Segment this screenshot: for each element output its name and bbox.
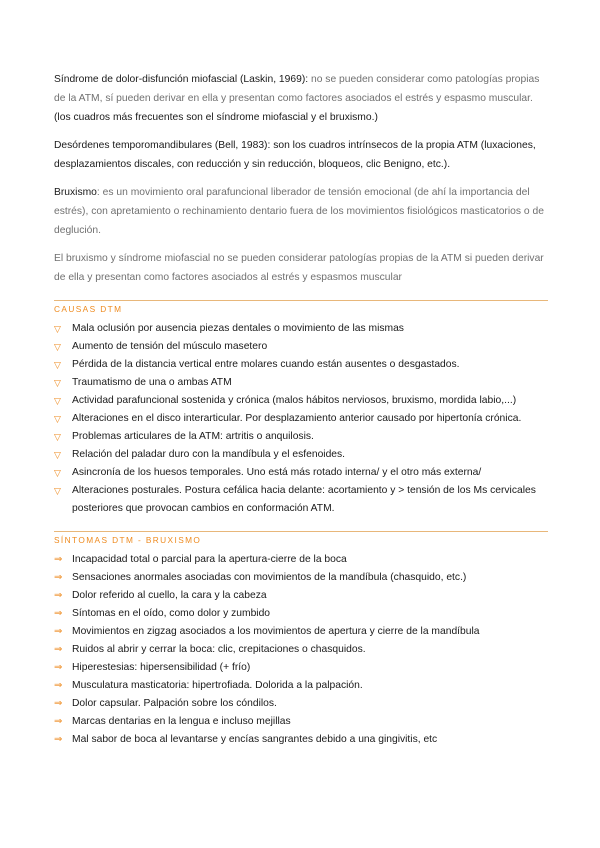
- section-divider: [54, 531, 548, 532]
- list-item: [54, 410, 548, 428]
- paragraph-bell: [54, 136, 548, 174]
- double-arrow-right-icon: ⇒: [54, 698, 63, 709]
- list-item: [54, 731, 548, 749]
- list-item: [54, 446, 548, 464]
- list-item: [54, 659, 548, 677]
- list-item: [54, 623, 548, 641]
- term-bell: Desórdenes temporomandibulares (Bell, 1983):: [54, 140, 271, 151]
- list-item: [54, 587, 548, 605]
- list-item-text: Dolor capsular. Palpación sobre los cóndilos.: [72, 698, 277, 709]
- double-arrow-right-icon: ⇒: [54, 662, 63, 673]
- list-item-text: Mala oclusión por ausencia piezas dentales o movimiento de las mismas: [72, 323, 404, 334]
- double-arrow-right-icon: ⇒: [54, 572, 63, 583]
- list-item: [54, 338, 548, 356]
- list-item: [54, 605, 548, 623]
- paragraph-laskin: [54, 70, 548, 127]
- triangle-down-outline-icon: ▽: [54, 396, 61, 406]
- triangle-down-outline-icon: ▽: [54, 468, 61, 478]
- text-laskin: no se pueden considerar como patologías propias de la ATM, sí pueden derivar en ella y presentan como factores asociados el estrés y espasmo muscular.: [54, 74, 540, 104]
- triangle-down-outline-icon: ▽: [54, 378, 61, 388]
- triangle-down-outline-icon: ▽: [54, 360, 61, 370]
- section-title-causas: CAUSAS DTM: [54, 304, 123, 314]
- section-divider: [54, 300, 548, 301]
- list-item: [54, 356, 548, 374]
- list-item-text: Síntomas en el oído, como dolor y zumbido: [72, 608, 271, 619]
- list-item-text: Incapacidad total o parcial para la apertura-cierre de la boca: [72, 554, 347, 565]
- list-item: [54, 464, 548, 482]
- list-item: [54, 551, 548, 569]
- list-item-text: Aumento de tensión del músculo masetero: [72, 341, 268, 352]
- triangle-down-outline-icon: ▽: [54, 450, 61, 460]
- list-item-text: Asincronía de los huesos temporales. Uno está más rotado interna/ y el otro más externa/: [72, 467, 482, 478]
- list-item: [54, 428, 548, 446]
- list-item-text: Relación del paladar duro con la mandíbula y el esfenoides.: [72, 449, 346, 460]
- paragraph-summary: El bruxismo y síndrome miofascial no se pueden considerar patologías propias de la ATM si pueden derivar de ella y presentan como factores asociados al estrés y espasmos muscular: [54, 253, 544, 283]
- term-bruxismo: Bruxismo: [54, 187, 97, 198]
- list-item: [54, 482, 548, 518]
- list-item: [54, 392, 548, 410]
- list-item-text: Dolor referido al cuello, la cara y la cabeza: [72, 590, 267, 601]
- list-item-text: Ruidos al abrir y cerrar la boca: clic, crepitaciones o chasquidos.: [72, 644, 366, 655]
- list-item: [54, 320, 548, 338]
- list-item-text: Alteraciones posturales. Postura cefálica hacia delante: acortamiento y > tensión de los Ms cervicales posteriores que provocan cambios en conformación ATM.: [72, 485, 536, 514]
- list-item: [54, 641, 548, 659]
- double-arrow-right-icon: ⇒: [54, 680, 63, 691]
- causas-list: [54, 320, 548, 518]
- list-item: [54, 695, 548, 713]
- double-arrow-right-icon: ⇒: [54, 716, 63, 727]
- list-item: [54, 677, 548, 695]
- double-arrow-right-icon: ⇒: [54, 590, 63, 601]
- list-item-text: Traumatismo de una o ambas ATM: [72, 377, 232, 388]
- list-item: [54, 374, 548, 392]
- paragraph-bruxismo: [54, 183, 548, 240]
- triangle-down-outline-icon: ▽: [54, 414, 61, 424]
- list-item-text: Problemas articulares de la ATM: artritis o anquilosis.: [72, 431, 314, 442]
- list-item-text: Actividad parafuncional sostenida y crónica (malos hábitos nerviosos, bruxismo, mordida labio,...): [72, 395, 517, 406]
- list-item-text: Movimientos en zigzag asociados a los movimientos de apertura y cierre de la mandíbula: [72, 626, 480, 637]
- list-item-text: Marcas dentarias en la lengua e incluso mejillas: [72, 716, 291, 727]
- triangle-down-outline-icon: ▽: [54, 432, 61, 442]
- list-item-text: Mal sabor de boca al levantarse y encías sangrantes debido a una gingivitis, etc: [72, 734, 438, 745]
- list-item-text: Hiperestesias: hipersensibilidad (+ frío): [72, 662, 251, 673]
- content: [54, 70, 548, 749]
- list-item: [54, 569, 548, 587]
- list-item-text: Alteraciones en el disco interarticular. Por desplazamiento anterior causado por hipertonía crónica.: [72, 413, 522, 424]
- triangle-down-outline-icon: ▽: [54, 324, 61, 334]
- list-item-text: Musculatura masticatoria: hipertrofiada. Dolorida a la palpación.: [72, 680, 363, 691]
- text-bruxismo: : es un movimiento oral parafuncional liberador de tensión emocional (de ahí la importancia del estrés), con apretamiento o rechinamiento dentario fuera de los movimientos fisiológicos masticatorios o de deglución.: [54, 187, 544, 236]
- list-item-text: Sensaciones anormales asociadas con movimientos de la mandíbula (chasquido, etc.): [72, 572, 467, 583]
- note-laskin: (los cuadros más frecuentes son el síndrome miofascial y el bruxismo.): [54, 112, 378, 123]
- double-arrow-right-icon: ⇒: [54, 734, 63, 745]
- sintomas-list: [54, 551, 548, 749]
- text-bell: son los cuadros intrínsecos de la propia ATM (luxaciones, desplazamientos discales, con reducción y sin reducción, bloqueos, clic Benigno, etc.).: [54, 140, 536, 170]
- term-laskin: Síndrome de dolor-disfunción miofascial (Laskin, 1969):: [54, 74, 309, 85]
- triangle-down-outline-icon: ▽: [54, 342, 61, 352]
- section-sintomas: [54, 531, 548, 749]
- double-arrow-right-icon: ⇒: [54, 554, 63, 565]
- list-item: [54, 713, 548, 731]
- double-arrow-right-icon: ⇒: [54, 644, 63, 655]
- double-arrow-right-icon: ⇒: [54, 626, 63, 637]
- section-causas: [54, 300, 548, 518]
- list-item-text: Pérdida de la distancia vertical entre molares cuando están ausentes o desgastados.: [72, 359, 460, 370]
- double-arrow-right-icon: ⇒: [54, 608, 63, 619]
- triangle-down-outline-icon: ▽: [54, 486, 61, 496]
- section-title-sintomas: SÍNTOMAS DTM - BRUXISMO: [54, 535, 202, 545]
